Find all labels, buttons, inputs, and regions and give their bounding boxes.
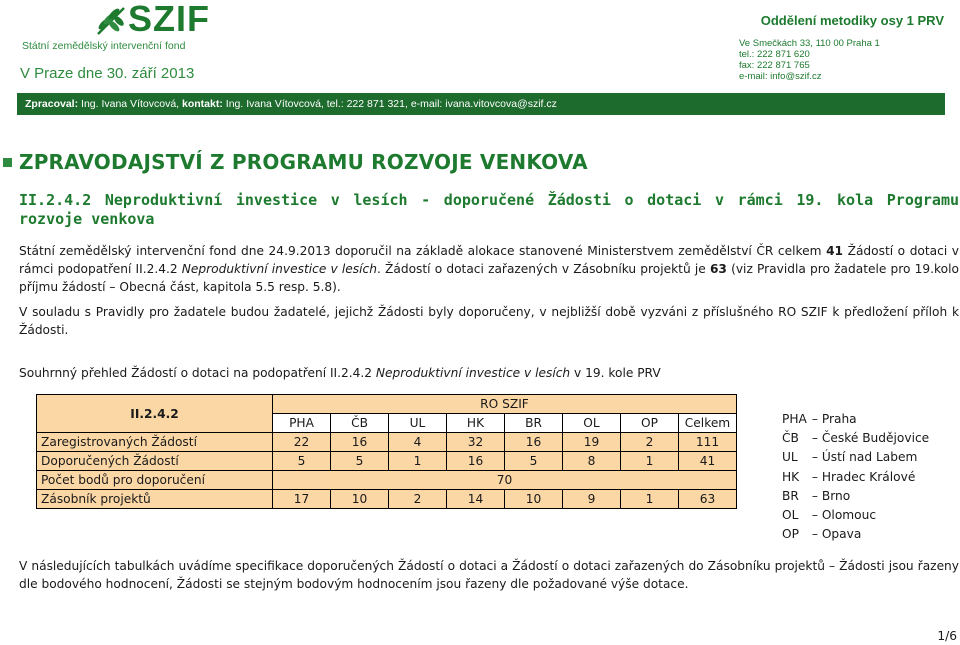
table-cell: 111 <box>679 433 737 452</box>
page-number: 1/6 <box>937 629 957 643</box>
row-label: Zásobník projektů <box>37 490 273 509</box>
table-cell: 16 <box>331 433 389 452</box>
section-heading <box>3 150 588 174</box>
column-header: OP <box>621 414 679 433</box>
legend-item: HK – Hradec Králové <box>782 469 916 484</box>
department-title: Oddělení metodiky osy 1 PRV <box>760 13 944 28</box>
wheat-ear-icon <box>94 4 128 38</box>
square-bullet-icon <box>3 158 12 167</box>
logo-wordmark: SZIF <box>128 0 210 39</box>
paragraph-intro: Státní zemědělský intervenční fond dne 24.9.2013 doporučil na základě alokace stanovené Ministerstvem zemědělství ČR celkem 41 Žádostí o dotaci v rámci podopatření II.2.4.2 Neproduktivní investice v lesích. Žádostí o dotaci zařazených v Zásobníku projektů je 63 (viz Pravidla pro žadatele pro 19.kolo příjmu žádostí – Obecná část, kapitola 5.5 resp. 5.8). <box>19 244 959 294</box>
table-cell: 10 <box>331 490 389 509</box>
paragraph-rules: V souladu s Pravidly pro žadatele budou žadatelé, jejichž Žádosti byly doporučeny, v nejbližší době vyzváni z příslušného RO SZIF k předložení příloh k Žádosti. <box>19 305 959 337</box>
prepared-by-bar <box>17 93 945 115</box>
table-cell: 16 <box>505 433 563 452</box>
section-title: ZPRAVODAJSTVÍ Z PROGRAMU ROZVOJE VENKOVA <box>19 150 588 174</box>
legend-item: UL – Ústí nad Labem <box>782 450 918 465</box>
address: Ve Smečkách 33, 110 00 Praha 1 <box>739 38 880 49</box>
column-header: BR <box>505 414 563 433</box>
table-cell: 9 <box>563 490 621 509</box>
table-cell: 41 <box>679 452 737 471</box>
row-label: Počet bodů pro doporučení <box>37 471 273 490</box>
table-cell: 1 <box>389 452 447 471</box>
table-cell: 4 <box>389 433 447 452</box>
column-header: ČB <box>331 414 389 433</box>
legend-item: BR – Brno <box>782 488 851 503</box>
recommended-count: 41 <box>826 244 844 258</box>
table-header-row <box>37 395 737 414</box>
column-header: UL <box>389 414 447 433</box>
legend-item: OL – Olomouc <box>782 508 877 523</box>
legend-item: ČB – České Budějovice <box>782 431 930 446</box>
place-date: V Praze dne 30. září 2013 <box>20 65 195 82</box>
column-header: PHA <box>273 414 331 433</box>
prepared-label: Zpracoval: <box>25 98 79 110</box>
row-label: Zaregistrovaných Žádostí <box>37 433 273 452</box>
table-row <box>37 433 737 452</box>
legend-item: OP – Opava <box>782 527 862 542</box>
table-cell: 5 <box>505 452 563 471</box>
legend-item: PHA – Praha <box>782 412 857 426</box>
contact-details: Ing. Ivana Vítovcová, tel.: 222 871 321, e-mail: ivana.vitovcova@szif.cz <box>222 98 557 110</box>
region-legend <box>782 410 929 544</box>
column-header: Celkem <box>679 414 737 433</box>
measure-name: Neproduktivní investice v lesích <box>181 262 377 276</box>
table-cell: 1 <box>621 490 679 509</box>
table-row <box>37 490 737 509</box>
logo-subtitle: Státní zemědělský intervenční fond <box>22 40 186 52</box>
table-cell: 5 <box>273 452 331 471</box>
table-cell: 1 <box>621 452 679 471</box>
table-cell: 63 <box>679 490 737 509</box>
table-corner: II.2.4.2 <box>37 395 273 433</box>
column-header: HK <box>447 414 505 433</box>
table-cell: 14 <box>447 490 505 509</box>
measure-name: Neproduktivní investice v lesích <box>375 366 571 380</box>
telephone: tel.: 222 871 620 <box>739 49 810 60</box>
paragraph-following-tables: V následujících tabulkách uvádíme specifikace doporučených Žádostí o dotaci a Žádostí o dotaci zařazených do Zásobníku projektů – Žádosti jsou řazeny dle bodového hodnocení, Žádosti se stejným bodovým hodnocením jsou řazeny dle požadované výše dotace. <box>19 559 959 591</box>
szif-logo <box>20 2 220 54</box>
table-cell: 2 <box>621 433 679 452</box>
table-cell: 22 <box>273 433 331 452</box>
row-label: Doporučených Žádostí <box>37 452 273 471</box>
table-row <box>37 452 737 471</box>
table-cell: 8 <box>563 452 621 471</box>
column-header: OL <box>563 414 621 433</box>
contact-label: kontakt: <box>182 98 223 110</box>
table-cell-merged: 70 <box>273 471 737 490</box>
fax: fax: 222 871 765 <box>739 60 810 71</box>
table-cell: 10 <box>505 490 563 509</box>
reserve-count: 63 <box>709 262 727 276</box>
table-cell: 17 <box>273 490 331 509</box>
prepared-name: Ing. Ivana Vítovcová, <box>78 98 183 110</box>
table-group-header: RO SZIF <box>273 395 737 414</box>
article-subheading: II.2.4.2 Neproduktivní investice v lesích - doporučené Žádosti o dotaci v rámci 19. kola Programu rozvoje venkova <box>19 191 959 228</box>
table-cell: 19 <box>563 433 621 452</box>
table-cell: 5 <box>331 452 389 471</box>
department-contact <box>739 38 880 82</box>
paragraph-overview: Souhrnný přehled Žádostí o dotaci na podopatření II.2.4.2 Neproduktivní investice v lesích v 19. kole PRV <box>19 366 661 380</box>
table-row <box>37 471 737 490</box>
email[interactable]: e-mail: info@szif.cz <box>739 71 822 82</box>
summary-table <box>36 394 737 509</box>
table-cell: 32 <box>447 433 505 452</box>
table-cell: 16 <box>447 452 505 471</box>
table-cell: 2 <box>389 490 447 509</box>
